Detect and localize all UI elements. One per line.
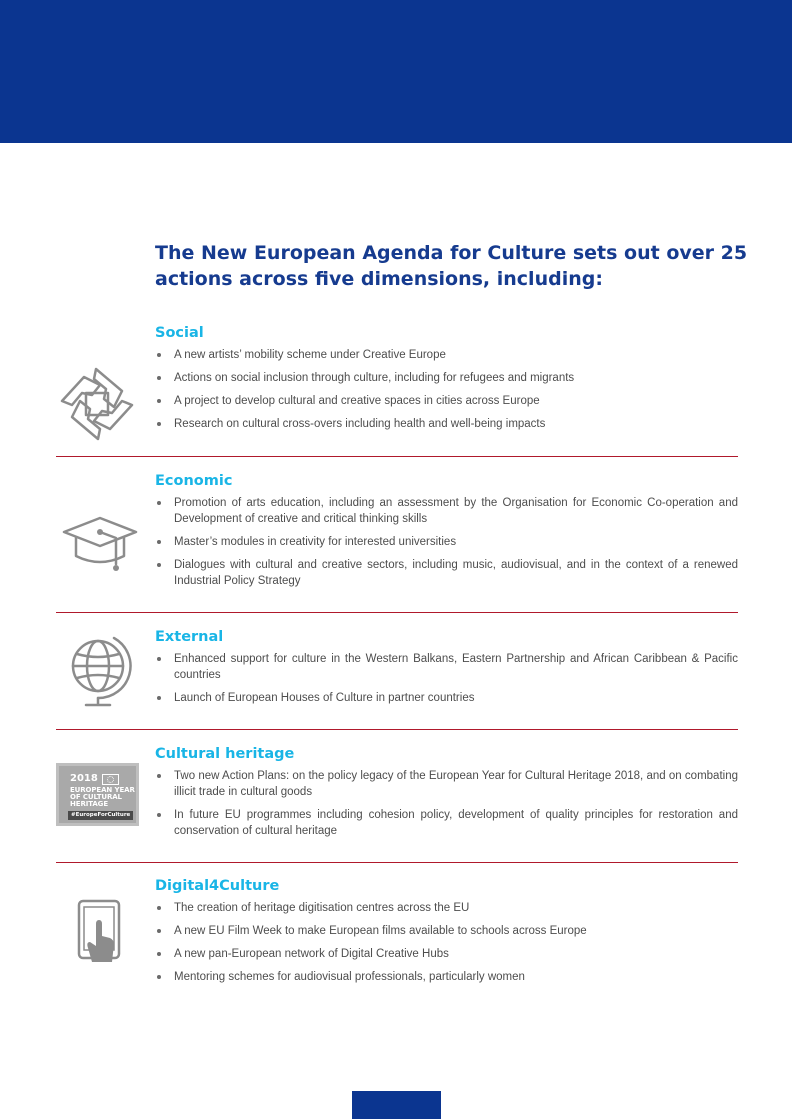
list-item: Mentoring schemes for audiovisual professionals, particularly women (155, 969, 738, 985)
bullet-list (155, 651, 738, 713)
page-number-tab (352, 1091, 441, 1119)
bullet-list (155, 495, 738, 596)
clasped-hands-icon (56, 363, 138, 445)
section-divider (56, 729, 738, 730)
list-item: A new pan-European network of Digital Creative Hubs (155, 946, 738, 962)
logo-year: 2018 (70, 773, 98, 784)
graduation-cap-icon (60, 512, 140, 576)
bullet-list (155, 768, 738, 846)
list-item: Actions on social inclusion through culture, including for refugees and migrants (155, 370, 738, 386)
bullet-list (155, 347, 738, 439)
header-band (0, 0, 792, 143)
list-item: The creation of heritage digitisation centres across the EU (155, 900, 738, 916)
logo-hashtag: #EuropeForCulture (68, 811, 133, 820)
logo-line: EUROPEAN YEAR (70, 786, 135, 794)
european-year-cultural-heritage-logo (56, 763, 139, 826)
list-item: Research on cultural cross-overs including health and well-being impacts (155, 416, 738, 432)
list-item: In future EU programmes including cohesion policy, development of quality principles for restoration and conservation of cultural heritage (155, 807, 738, 839)
list-item: Dialogues with cultural and creative sectors, including music, audiovisual, and in the context of a renewed Industrial Policy Strategy (155, 557, 738, 589)
globe-icon (64, 630, 134, 708)
section-title: Cultural heritage (155, 746, 295, 762)
bullet-list (155, 900, 738, 992)
section-title: Social (155, 325, 204, 341)
list-item: Two new Action Plans: on the policy legacy of the European Year for Cultural Heritage 2018, and on combating illicit trade in cultural goods (155, 768, 738, 800)
section-divider (56, 612, 738, 613)
list-item: Master’s modules in creativity for interested universities (155, 534, 738, 550)
list-item: A project to develop cultural and creative spaces in cities across Europe (155, 393, 738, 409)
logo-line: HERITAGE (70, 800, 109, 808)
section-divider (56, 456, 738, 457)
section-title: Economic (155, 473, 233, 489)
list-item: Promotion of arts education, including an assessment by the Organisation for Economic Co-operation and Development of creative and critical thinking skills (155, 495, 738, 527)
section-title: External (155, 629, 224, 645)
section-divider (56, 862, 738, 863)
list-item: A new artists’ mobility scheme under Creative Europe (155, 347, 738, 363)
tablet-touch-icon (74, 898, 124, 968)
list-item: Launch of European Houses of Culture in partner countries (155, 690, 738, 706)
section-title: Digital4Culture (155, 878, 280, 894)
eu-flag-icon (102, 774, 119, 785)
logo-line: OF CULTURAL (70, 793, 122, 801)
list-item: A new EU Film Week to make European films available to schools across Europe (155, 923, 738, 939)
list-item: Enhanced support for culture in the Western Balkans, Eastern Partnership and African Caribbean & Pacific countries (155, 651, 738, 683)
page-heading: The New European Agenda for Culture sets out over 25 actions across five dimensions, including: (155, 242, 748, 290)
